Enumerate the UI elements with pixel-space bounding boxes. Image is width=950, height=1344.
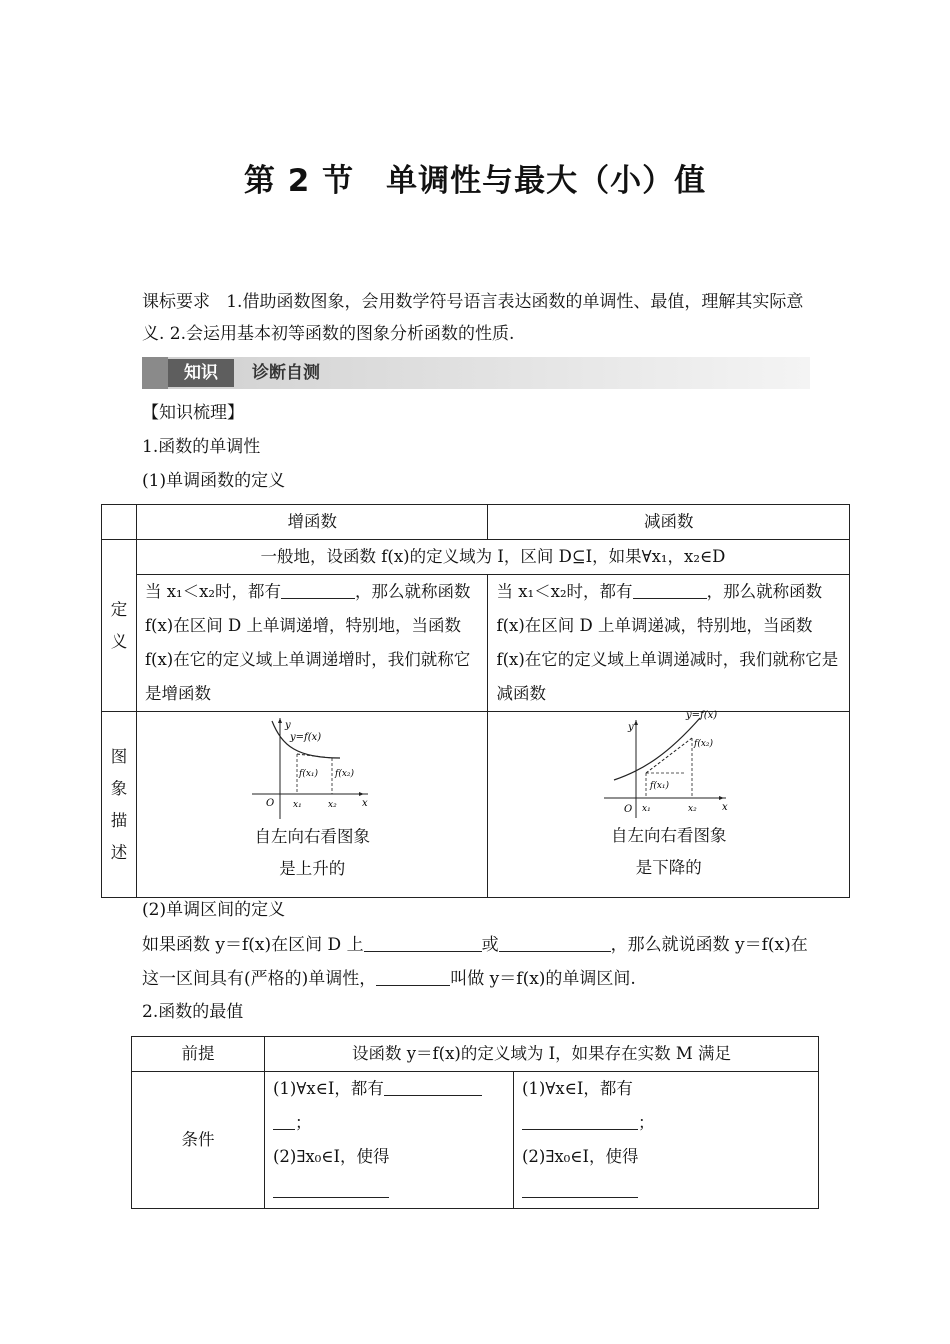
fx2-label: f(x₂) (335, 769, 355, 779)
decreasing-caption-1: 自左向右看图象 (610, 826, 727, 845)
condition-label: 条件 (132, 1072, 265, 1209)
x1-label: x₁ (293, 800, 302, 810)
max-conditions: (1)∀x∈I，都有 ； (2)∃x₀∈I，使得 (265, 1072, 514, 1209)
extrema-table (131, 1036, 819, 1209)
answer-blank[interactable] (633, 580, 707, 599)
answer-blank[interactable] (522, 1111, 638, 1130)
corner-cell (102, 505, 137, 540)
decreasing-graph-cell (488, 712, 850, 898)
origin-label: O (623, 804, 632, 815)
x2-label: x₂ (687, 804, 697, 814)
fx2-label: f(x₂) (693, 739, 713, 749)
header-decreasing: 减函数 (488, 505, 850, 540)
answer-blank[interactable] (281, 580, 355, 599)
section-heading: 【知识梳理】 (142, 403, 244, 423)
axis-y-label: y (627, 722, 634, 733)
x1-label: x₁ (641, 804, 651, 814)
heading-interval-definition: (2)单调区间的定义 (142, 900, 286, 920)
row-label-graph: 图象描述 (102, 712, 137, 898)
increasing-caption-1: 自左向右看图象 (254, 827, 370, 846)
curriculum-requirements (142, 286, 812, 350)
x2-label: x₂ (328, 800, 337, 810)
answer-blank[interactable] (384, 1077, 482, 1096)
increasing-graph-cell (136, 712, 488, 898)
decreasing-definition: 当 x₁＜x₂时，都有 ，那么就称函数 f(x)在区间 D 上单调递减，特别地，当函数 f(x)在它的定义域上单调递减时，我们就称它是减函数 (488, 575, 850, 712)
premise-label: 前提 (132, 1037, 265, 1072)
answer-blank[interactable] (376, 967, 450, 986)
decreasing-caption-2: 是下降的 (635, 858, 702, 877)
heading-extrema: 2.函数的最值 (142, 1002, 244, 1022)
heading-monotone-definition: (1)单调函数的定义 (142, 471, 286, 491)
increasing-function-graph (252, 716, 372, 821)
origin-label: O (266, 798, 275, 809)
premise-text: 设函数 y＝f(x)的定义域为 I，如果存在实数 M 满足 (265, 1037, 819, 1072)
interval-definition: 如果函数 y＝f(x)在区间 D 上 或 ，那么就说函数 y＝f(x)在这一区间具有(严格的)单调性， 叫做 y＝f(x)的单调区间. (142, 935, 808, 989)
decreasing-function-graph (604, 708, 734, 820)
axis-x-label: x (721, 802, 728, 813)
answer-blank[interactable] (499, 933, 611, 952)
section-banner (142, 357, 810, 389)
answer-blank[interactable] (364, 933, 482, 952)
axis-y-label: y (285, 720, 291, 731)
page-title: 第 2 节 单调性与最大（小）值 (243, 163, 707, 199)
answer-blank[interactable] (273, 1111, 295, 1130)
header-increasing: 增函数 (136, 505, 488, 540)
banner-box-label: 知识 (168, 359, 234, 387)
common-condition: 一般地，设函数 f(x)的定义域为 I，区间 D⊆I，如果∀x₁，x₂∈D (136, 540, 849, 575)
answer-blank[interactable] (522, 1179, 638, 1198)
fx1-label: f(x₁) (649, 781, 669, 791)
fx1-label: f(x₁) (299, 769, 319, 779)
function-label: y=f(x) (685, 710, 717, 721)
requirements-text: 1.借助函数图象，会用数学符号语言表达函数的单调性、最值，理解其实际意义. 2.会运用基本初等函数的图象分析函数的性质. (142, 292, 804, 344)
increasing-caption-2: 是上升的 (279, 859, 346, 878)
increasing-definition: 当 x₁＜x₂时，都有 ，那么就称函数 f(x)在区间 D 上单调递增，特别地，当函数 f(x)在它的定义域上单调递增时，我们就称它是增函数 (136, 575, 488, 712)
min-conditions: (1)∀x∈I，都有 ； (2)∃x₀∈I，使得 (514, 1072, 819, 1209)
answer-blank[interactable] (273, 1179, 389, 1198)
monotonic-function-table (101, 504, 850, 898)
axis-x-label: x (362, 798, 368, 809)
heading-monotonicity: 1.函数的单调性 (142, 437, 261, 457)
row-label-definition: 定义 (102, 540, 137, 712)
requirements-label: 课标要求 (142, 292, 210, 312)
banner-text: 诊断自测 (252, 363, 320, 383)
function-label: y=f(x) (290, 732, 322, 743)
